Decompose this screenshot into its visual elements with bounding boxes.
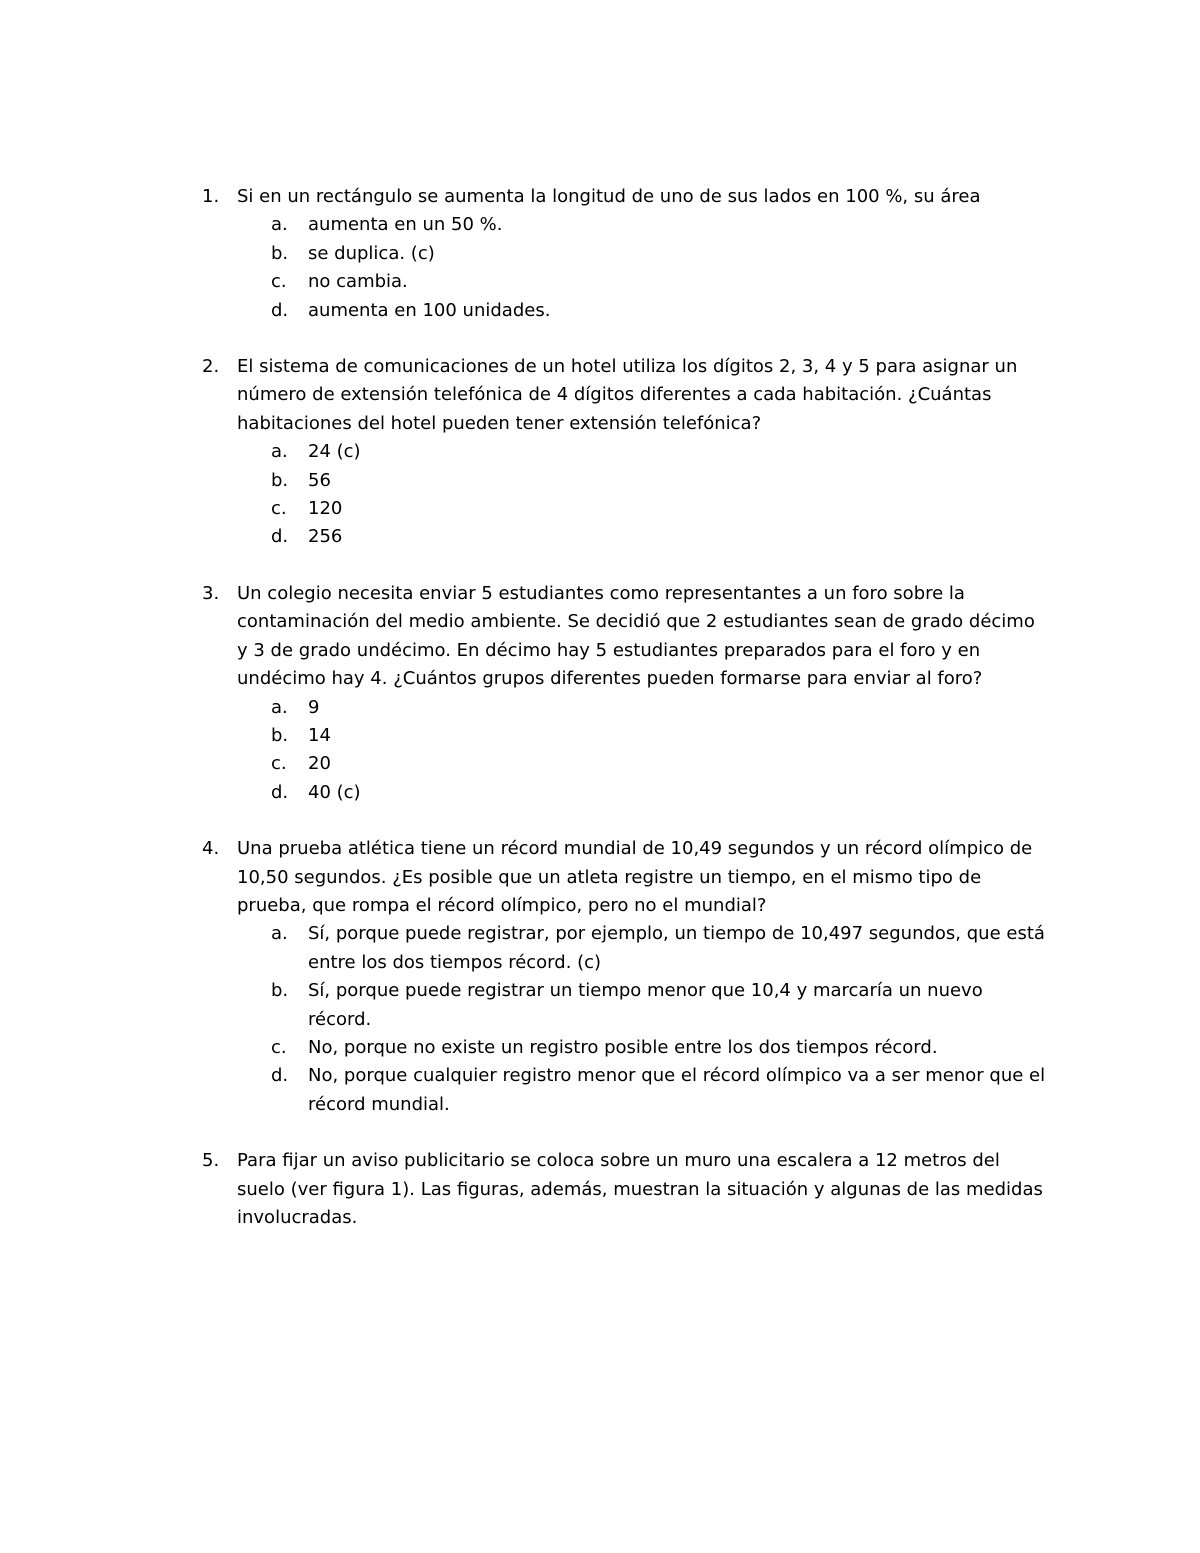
question-stem <box>0 353 1200 438</box>
option-text: No, porque no existe un registro posible entre los dos tiempos récord. <box>308 1036 938 1058</box>
option-letter: a. <box>271 441 288 463</box>
option-d <box>0 523 1200 551</box>
option-d <box>0 779 1200 807</box>
question-text: Para fijar un aviso publicitario se coloca sobre un muro una escalera a 12 metros del suelo (ver figura 1). Las figuras, además, muestran la situación y algunas de las medidas involucradas. <box>237 1150 1043 1228</box>
option-letter: b. <box>271 724 289 746</box>
option-letter: d. <box>271 1065 289 1087</box>
option-text: aumenta en un 50 %. <box>308 214 503 236</box>
option-a <box>0 211 1200 239</box>
question-stem <box>0 1147 1200 1232</box>
option-b <box>0 467 1200 495</box>
document-page <box>0 183 1200 1260</box>
question-number: 4. <box>202 838 220 860</box>
option-letter: b. <box>271 980 289 1002</box>
question-number: 1. <box>202 186 220 207</box>
question-1 <box>0 183 1200 325</box>
question-number: 2. <box>202 356 220 378</box>
question-number: 5. <box>202 1150 220 1172</box>
option-text: No, porque cualquier registro menor que el récord olímpico va a ser menor que el récord mundial. <box>308 1065 1046 1115</box>
option-letter: d. <box>271 781 289 803</box>
option-a <box>0 920 1200 977</box>
option-text: 9 <box>308 696 320 718</box>
option-b <box>0 722 1200 750</box>
option-text: no cambia. <box>308 271 408 293</box>
option-d <box>0 1062 1200 1119</box>
option-text: 120 <box>308 498 343 520</box>
options-list <box>0 211 1200 325</box>
option-c <box>0 495 1200 523</box>
option-letter: a. <box>271 696 288 718</box>
question-3 <box>0 580 1200 807</box>
option-letter: c. <box>271 1036 287 1058</box>
option-d <box>0 297 1200 325</box>
question-5 <box>0 1147 1200 1232</box>
options-list <box>0 920 1200 1119</box>
option-text: 24 (c) <box>308 441 361 463</box>
option-letter: d. <box>271 299 289 321</box>
option-text: 256 <box>308 526 343 548</box>
option-text: 40 (c) <box>308 781 361 803</box>
question-text: Una prueba atlética tiene un récord mundial de 10,49 segundos y un récord olímpico de 10,50 segundos. ¿Es posible que un atleta registre un tiempo, en el mismo tipo de prueba, que rompa el récord olímpico, pero no el mundial? <box>237 838 1033 916</box>
options-list <box>0 694 1200 808</box>
option-letter: a. <box>271 923 288 945</box>
question-stem <box>0 183 1200 211</box>
option-text: aumenta en 100 unidades. <box>308 299 551 321</box>
option-a <box>0 694 1200 722</box>
option-letter: a. <box>271 214 288 236</box>
option-b <box>0 977 1200 1034</box>
option-text: Sí, porque puede registrar, por ejemplo, un tiempo de 10,497 segundos, que está entre los dos tiempos récord. (c) <box>308 923 1045 973</box>
option-text: 56 <box>308 469 331 491</box>
option-text: 14 <box>308 724 331 746</box>
option-letter: c. <box>271 753 287 775</box>
option-c <box>0 268 1200 296</box>
question-number: 3. <box>202 582 220 604</box>
option-letter: b. <box>271 469 289 491</box>
option-c <box>0 750 1200 778</box>
option-letter: b. <box>271 242 289 264</box>
question-4 <box>0 835 1200 1119</box>
question-stem <box>0 835 1200 920</box>
option-c <box>0 1034 1200 1062</box>
question-text: El sistema de comunicaciones de un hotel utiliza los dígitos 2, 3, 4 y 5 para asignar un número de extensión telefónica de 4 dígitos diferentes a cada habitación. ¿Cuántas habitaciones del hotel pueden tener extensión telefónica? <box>237 356 1018 434</box>
question-2 <box>0 353 1200 552</box>
option-text: se duplica. (c) <box>308 242 435 264</box>
option-a <box>0 438 1200 466</box>
options-list <box>0 438 1200 552</box>
question-text: Si en un rectángulo se aumenta la longitud de uno de sus lados en 100 %, su área <box>237 186 981 207</box>
option-text: 20 <box>308 753 331 775</box>
option-letter: d. <box>271 526 289 548</box>
question-stem <box>0 580 1200 694</box>
question-text: Un colegio necesita enviar 5 estudiantes como representantes a un foro sobre la contaminación del medio ambiente. Se decidió que 2 estudiantes sean de grado décimo y 3 de grado undécimo. En décimo hay 5 estudiantes preparados para el foro y en undécimo hay 4. ¿Cuántos grupos diferentes pueden formarse para enviar al foro? <box>237 582 1035 690</box>
option-b <box>0 240 1200 268</box>
option-letter: c. <box>271 271 287 293</box>
option-text: Sí, porque puede registrar un tiempo menor que 10,4 y marcaría un nuevo récord. <box>308 980 983 1030</box>
option-letter: c. <box>271 498 287 520</box>
